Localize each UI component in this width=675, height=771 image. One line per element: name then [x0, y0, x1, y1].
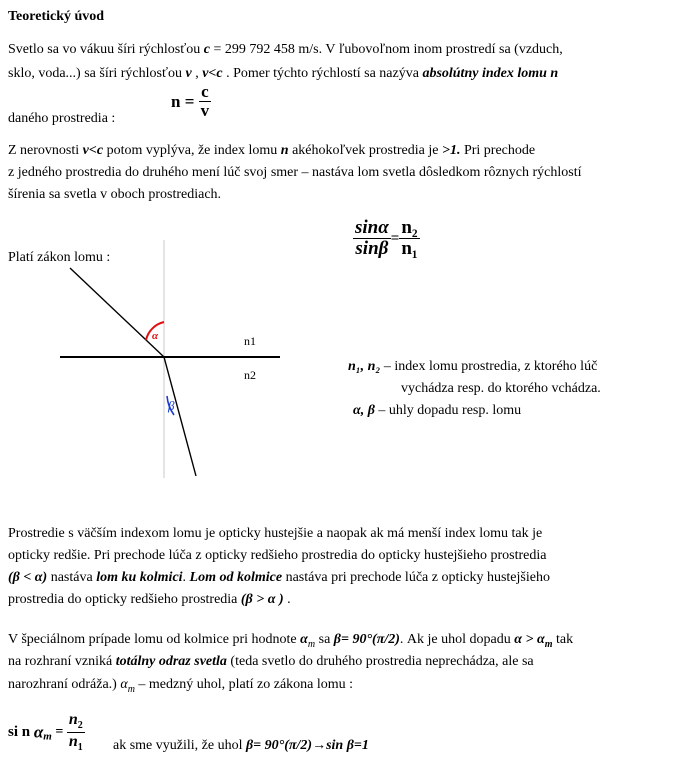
page-heading: Teoretický úvod [8, 9, 105, 24]
p4-line1: V špeciálnom prípade lomu od kolmice pri hodnote $\alpha_m$ sa β= 90°(π/2). Ak je uhol dopadu $\alpha > \alpha_m$ tak [8, 632, 574, 650]
index-formula: n = $\frac{c}{v}$ [171, 82, 210, 120]
n2-label: n2 [244, 368, 256, 382]
p3-line4: prostredia do opticky redšieho prostredia (β > α ) . [8, 592, 291, 607]
legend-line3: α, β – uhly dopadu resp. lomu [353, 403, 522, 418]
refracted-ray [164, 357, 196, 476]
alpha-label: α [152, 330, 159, 342]
p4-line2: na rozhraní vzniká totálny odraz svetla (teda svetlo do druhého prostredia neprechádza, ale sa [8, 654, 534, 669]
p2-line3: šírenia sa svetla v oboch prostrediach. [8, 187, 222, 202]
p2-line1: Z nerovnosti v<c potom vyplýva, že index lomu n akéhokoľvek prostredia je >1. Pri prechode [8, 143, 536, 158]
legend-line2: vychádza resp. do ktorého vchádza. [401, 381, 601, 396]
critical-angle-formula: si n $\alpha_m$ = $\frac{n_2}{n_1}$ [8, 711, 83, 753]
p1-line2: sklo, voda...) sa šíri rýchlosťou v , v<c . Pomer týchto rýchlostí sa nazýva absolútny index lomu n [8, 66, 559, 81]
snell-label: Platí zákon lomu : [8, 250, 111, 265]
beta-label: β [168, 398, 175, 413]
p3-line1: Prostredie s väčším indexom lomu je opticky hustejšie a naopak ak má menší index lomu tak je [8, 526, 543, 541]
p1-line1: Svetlo sa vo vákuu šíri rýchlosťou c = 299 792 458 m/s. V ľubovoľnom inom prostredí sa (vzduch, [8, 42, 563, 57]
snell-formula: $\frac{\sin\alpha}{\sin\beta}$ = $\frac{\text{n₂}}{\text{n₁}}$ [355, 217, 418, 259]
legend-line1: n₁, n₂ – index lomu prostredia, z ktorého lúč [348, 359, 598, 374]
p1-line3: daného prostredia : [8, 111, 116, 126]
incident-ray [70, 268, 164, 357]
p4-line3: narozhraní odráža.) $\alpha_m$ – medzný uhol, platí zo zákona lomu : [8, 677, 354, 695]
n1-label: n1 [244, 334, 256, 348]
p2-line2: z jedného prostredia do druhého mení lúč svoj smer – nastáva lom svetla dôsledkom rôznych rýchlostí [8, 165, 582, 180]
final-note: ak sme využili, že uhol β= 90°(π/2)→sin β=1 [113, 738, 369, 753]
p3-line3: (β < α) nastáva lom ku kolmici. Lom od kolmice nastáva pri prechode lúča z opticky hustejšieho [8, 570, 550, 585]
p3-line2: opticky redšie. Pri prechode lúča z opticky redšieho prostredia do opticky hustejšieho prostredia [8, 548, 547, 563]
